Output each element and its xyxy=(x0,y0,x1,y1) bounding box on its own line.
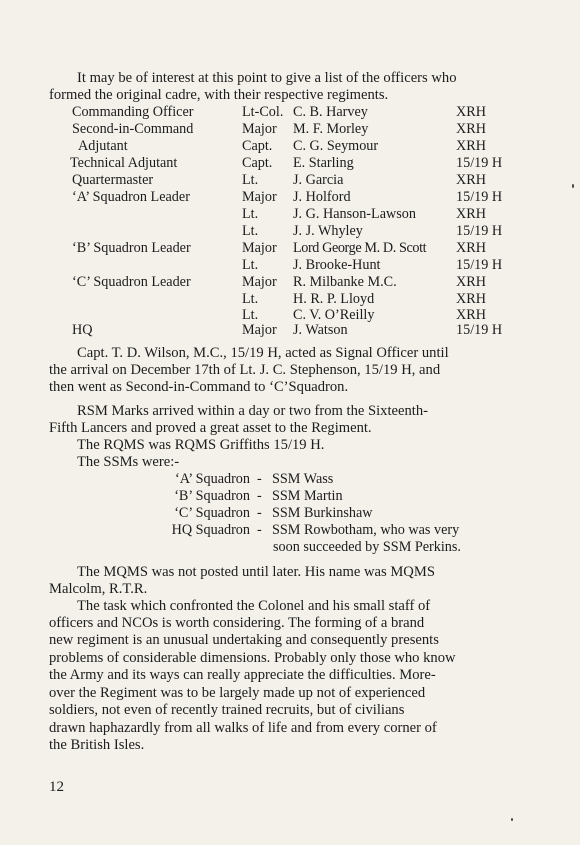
officer-regiment: XRH xyxy=(456,274,486,290)
officer-regiment: XRH xyxy=(456,172,486,188)
officer-row xyxy=(0,322,580,338)
officer-name: J. Brooke-Hunt xyxy=(293,257,381,273)
ssm-squadron: HQ Squadron xyxy=(171,522,250,538)
officer-regiment: XRH xyxy=(456,121,486,137)
task-line-8: drawn haphazardly from all walks of life and from every corner of xyxy=(49,720,437,736)
officer-role: ‘C’ Squadron Leader xyxy=(72,274,191,290)
officer-row xyxy=(0,104,580,120)
officer-row xyxy=(0,121,580,137)
officer-regiment: XRH xyxy=(456,206,486,222)
officer-rank: Lt. xyxy=(242,307,259,323)
officer-regiment: XRH xyxy=(456,104,486,120)
officer-name: M. F. Morley xyxy=(293,121,369,137)
officer-name: C. V. O’Reilly xyxy=(293,307,375,323)
officer-row xyxy=(0,172,580,188)
ssm-name: SSM Burkinshaw xyxy=(272,505,373,521)
officer-row xyxy=(0,274,580,290)
officer-row xyxy=(0,223,580,239)
intro-line-1: It may be of interest at this point to give a list of the officers who xyxy=(77,70,457,86)
officer-rank: Major xyxy=(242,322,277,338)
task-line-3: new regiment is an unusual undertaking and consequently presents xyxy=(49,632,439,648)
officer-name: J. Garcia xyxy=(293,172,344,188)
ssm-dash: - xyxy=(257,522,262,538)
officer-rank: Capt. xyxy=(242,155,273,171)
officer-rank: Lt. xyxy=(242,172,259,188)
officer-regiment: XRH xyxy=(456,307,486,323)
officer-role: Quartermaster xyxy=(72,172,154,188)
officer-role: Commanding Officer xyxy=(72,104,194,120)
task-line-9: the British Isles. xyxy=(49,737,145,753)
officer-name: Lord George M. D. Scott xyxy=(293,240,427,256)
wilson-line-2: the arrival on December 17th of Lt. J. C. Stephenson, 15/19 H, and xyxy=(49,362,441,378)
ssm-name: SSM Wass xyxy=(272,471,334,487)
scan-speck xyxy=(511,818,513,821)
task-line-2: officers and NCOs is worth considering. The forming of a brand xyxy=(49,615,425,631)
ssm-dash: - xyxy=(257,471,262,487)
ssm-squadron: ‘C’ Squadron xyxy=(174,505,250,521)
officer-rank: Capt. xyxy=(242,138,273,154)
officer-row xyxy=(0,257,580,273)
officer-name: E. Starling xyxy=(293,155,354,171)
rqms-line: The RQMS was RQMS Griffiths 15/19 H. xyxy=(77,437,325,453)
officer-regiment: 15/19 H xyxy=(456,257,503,273)
officer-row xyxy=(0,138,580,154)
officer-row xyxy=(0,291,580,307)
scan-speck xyxy=(572,184,574,188)
page-number: 12 xyxy=(49,779,64,795)
ssm-continuation: soon succeeded by SSM Perkins. xyxy=(273,539,461,555)
ssm-name: SSM Martin xyxy=(272,488,343,504)
officer-name: J. J. Whyley xyxy=(293,223,363,239)
rsm-line-2: Fifth Lancers and proved a great asset to the Regiment. xyxy=(49,420,372,436)
officer-row xyxy=(0,155,580,171)
officer-row xyxy=(0,240,580,256)
ssm-name: SSM Rowbotham, who was very xyxy=(272,522,460,538)
mqms-line-1: The MQMS was not posted until later. His name was MQMS xyxy=(77,564,435,580)
officer-name: H. R. P. Lloyd xyxy=(293,291,375,307)
officer-name: C. G. Seymour xyxy=(293,138,379,154)
officer-role: Second-in-Command xyxy=(72,121,194,137)
wilson-line-1: Capt. T. D. Wilson, M.C., 15/19 H, acted as Signal Officer until xyxy=(77,345,449,361)
officer-role: ‘A’ Squadron Leader xyxy=(72,189,190,205)
officer-rank: Lt. xyxy=(242,223,259,239)
task-line-6: over the Regiment was to be largely made up not of experienced xyxy=(49,685,426,701)
officer-name: R. Milbanke M.C. xyxy=(293,274,397,290)
task-line-1: The task which confronted the Colonel and his small staff of xyxy=(77,598,431,614)
officer-regiment: 15/19 H xyxy=(456,322,503,338)
ssm-dash: - xyxy=(257,488,262,504)
officer-regiment: XRH xyxy=(456,291,486,307)
ssm-dash: - xyxy=(257,505,262,521)
officer-rank: Major xyxy=(242,274,277,290)
officer-row xyxy=(0,206,580,222)
officer-name: C. B. Harvey xyxy=(293,104,368,120)
officer-role: Technical Adjutant xyxy=(70,155,178,171)
ssm-heading: The SSMs were:- xyxy=(77,454,180,470)
task-line-4: problems of considerable dimensions. Probably only those who know xyxy=(49,650,456,666)
officer-regiment: XRH xyxy=(456,240,486,256)
officer-role: ‘B’ Squadron Leader xyxy=(72,240,191,256)
officer-name: J. Watson xyxy=(293,322,348,338)
officer-row xyxy=(0,307,580,323)
officer-regiment: XRH xyxy=(456,138,486,154)
officer-rank: Lt. xyxy=(242,257,259,273)
officer-rank: Lt-Col. xyxy=(242,104,284,120)
officer-name: J. Holford xyxy=(293,189,351,205)
wilson-line-3: then went as Second-in-Command to ‘C’Squadron. xyxy=(49,379,349,395)
officer-regiment: 15/19 H xyxy=(456,223,503,239)
officer-rank: Lt. xyxy=(242,206,259,222)
officer-rank: Lt. xyxy=(242,291,259,307)
officer-row xyxy=(0,189,580,205)
officer-role: Adjutant xyxy=(78,138,128,154)
officer-rank: Major xyxy=(242,189,277,205)
task-line-7: soldiers, not even of recently trained recruits, but of civilians xyxy=(49,702,405,718)
officer-rank: Major xyxy=(242,240,277,256)
officer-regiment: 15/19 H xyxy=(456,155,503,171)
ssm-squadron: ‘B’ Squadron xyxy=(174,488,250,504)
officer-rank: Major xyxy=(242,121,277,137)
task-line-5: the Army and its ways can really appreciate the difficulties. More- xyxy=(49,667,436,683)
intro-line-2: formed the original cadre, with their respective regiments. xyxy=(49,87,389,103)
officer-name: J. G. Hanson-Lawson xyxy=(293,206,416,222)
ssm-squadron: ‘A’ Squadron xyxy=(175,471,250,487)
mqms-line-2: Malcolm, R.T.R. xyxy=(49,581,148,597)
officer-role: HQ xyxy=(72,322,93,338)
officer-regiment: 15/19 H xyxy=(456,189,503,205)
rsm-line-1: RSM Marks arrived within a day or two from the Sixteenth- xyxy=(77,403,428,419)
